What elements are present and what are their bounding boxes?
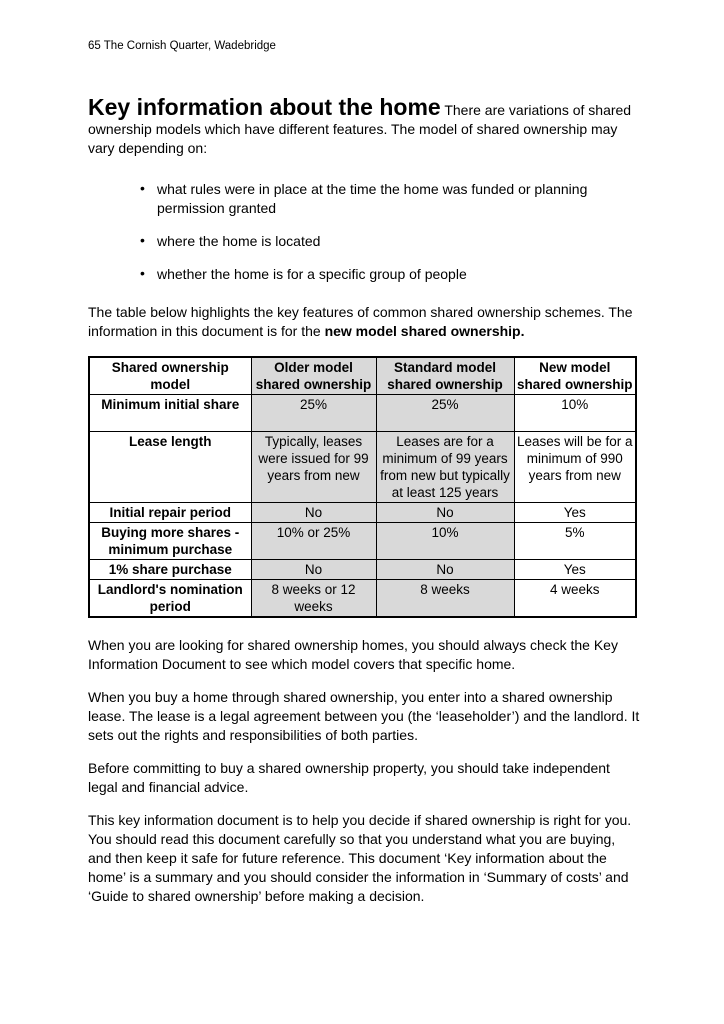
table-cell: 25% [251,395,376,432]
table-intro-bold: new model shared ownership. [324,323,525,339]
column-header: New model shared ownership [514,357,636,395]
table-row [89,580,636,618]
table-cell: Yes [514,560,636,580]
property-address: 65 The Cornish Quarter, Wadebridge [88,40,276,52]
table-cell: No [376,560,514,580]
column-header: Standard model shared ownership [376,357,514,395]
bullet-item: • whether the home is for a specific group of people [157,265,609,284]
table-cell: Yes [514,503,636,523]
table-cell: 4 weeks [514,580,636,618]
row-label: Landlord's nomination period [89,580,251,618]
bullet-list [88,180,640,284]
table-cell: 8 weeks or 12 weeks [251,580,376,618]
bullet-item: • where the home is located [157,232,609,251]
table-cell: No [251,503,376,523]
table-header-row [89,357,636,395]
paragraph: Before committing to buy a shared ownership property, you should take independent legal and financial advice. [88,760,610,795]
table-row [89,560,636,580]
row-label: Minimum initial share [89,395,251,432]
title-block [88,94,640,158]
column-header: Shared ownership model [89,357,251,395]
table-row [89,395,636,432]
row-label: Lease length [89,432,251,503]
table-intro-text: The table below highlights the key features of common shared ownership schemes. The information in this document is for the [88,304,633,339]
column-header: Older model shared ownership [251,357,376,395]
paragraph: This key information document is to help you decide if shared ownership is right for you. You should read this document carefully so that you understand what you are buying, and then keep it safe for future reference. This document ‘Key information about the home’ is a summary and you should consider the information in ‘Summary of costs’ and ‘Guide to shared ownership’ before making a decision. [88,812,632,904]
table-cell: No [376,503,514,523]
row-label: Initial repair period [89,503,251,523]
page-title: Key information about the home [88,94,441,120]
intro-text: There are variations of shared ownership models which have different features. The model of shared ownership may vary depending on: [88,102,632,156]
paragraph: When you are looking for shared ownership homes, you should always check the Key Information Document to see which model covers that specific home. [88,637,618,672]
comparison-table [88,356,637,618]
table-cell: 10% [514,395,636,432]
table-cell: 8 weeks [376,580,514,618]
table-cell: Leases are for a minimum of 99 years from new but typically at least 125 years [376,432,514,503]
table-row [89,432,636,503]
table-cell: 10% [376,523,514,560]
table-row [89,523,636,560]
table-row [89,503,636,523]
table-cell: 25% [376,395,514,432]
table-cell: No [251,560,376,580]
bullet-item: • what rules were in place at the time the home was funded or planning permission granted [157,180,609,218]
table-cell: 5% [514,523,636,560]
table-cell: Leases will be for a minimum of 990 years from new [514,432,636,503]
table-cell: Typically, leases were issued for 99 years from new [251,432,376,503]
table-cell: 10% or 25% [251,523,376,560]
table-intro [88,303,640,341]
row-label: 1% share purchase [89,560,251,580]
row-label: Buying more shares - minimum purchase [89,523,251,560]
paragraph: When you buy a home through shared ownership, you enter into a shared ownership lease. The lease is a legal agreement between you (the ‘leaseholder’) and the landlord. It sets out the rights and responsibilities of both parties. [88,689,640,743]
